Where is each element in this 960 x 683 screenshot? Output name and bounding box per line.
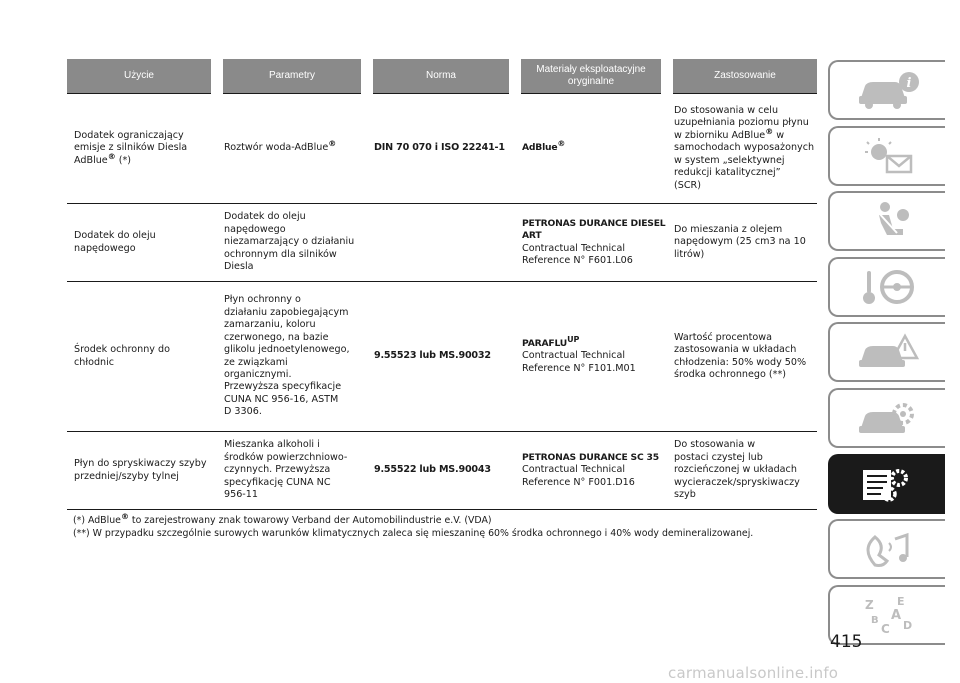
svg-text:E: E xyxy=(896,594,905,608)
footnote-climate: (**) W przypadku szczególnie surowych warunków klimatycznych zaleca się mieszaninę 60% środka ochronnego i 40% wody demineralizowanej. xyxy=(73,527,754,539)
cell-material xyxy=(515,432,667,510)
column-header-application: Zastosowanie xyxy=(667,59,817,94)
tab-warning-lights[interactable] xyxy=(828,126,945,186)
warning-lights-icon xyxy=(853,134,923,178)
registered-mark: ® xyxy=(765,126,774,136)
multimedia-icon xyxy=(853,527,923,571)
usage-text: Dodatek ograniczający emisje z silników Diesla AdBlue xyxy=(74,129,188,166)
cell-application: Do stosowania w postaci czystej lub rozcieńczonej w układach wycieraczek/spryskiwaczy szyb xyxy=(667,432,817,510)
page-number: 415 xyxy=(830,632,863,652)
watermark: carmanualsonline.info xyxy=(668,664,839,682)
usage-suffix: (*) xyxy=(115,154,132,166)
table-row xyxy=(67,204,817,282)
cell-norm: DIN 70 070 i ISO 22241-1 xyxy=(367,94,515,204)
svg-text:D: D xyxy=(902,618,912,632)
cell-material xyxy=(515,282,667,432)
svg-text:i: i xyxy=(906,76,911,91)
tab-multimedia[interactable] xyxy=(828,519,945,579)
cell-usage xyxy=(67,94,217,204)
cell-norm: 9.55523 lub MS.90032 xyxy=(367,282,515,432)
tab-starting-driving[interactable] xyxy=(828,257,945,317)
application-text: Do stosowania w celu uzupełniania poziomu płynu w zbiorniku AdBlue xyxy=(674,105,809,141)
cell-usage: Dodatek do oleju napędowego xyxy=(67,204,217,282)
table-row xyxy=(67,432,817,510)
footnotes xyxy=(73,511,833,540)
seat-airbag-icon xyxy=(853,199,923,243)
material-name: PETRONAS DURANCE SC 35 xyxy=(522,451,659,463)
cell-usage: Płyn do spryskiwaczy szyby przedniej/szyby tylnej xyxy=(67,432,217,510)
column-header-original-materials: Materiały eksploatacyjne oryginalne xyxy=(515,59,667,94)
material-reference: Contractual Technical Reference N° F001.D16 xyxy=(522,464,635,488)
cell-usage: Środek ochronny do chłodnic xyxy=(67,282,217,432)
car-service-icon xyxy=(853,396,923,440)
material-name: PARAFLU xyxy=(522,337,568,349)
cell-application: Do mieszania z olejem napędowym (25 cm3 na 10 litrów) xyxy=(667,204,817,282)
column-header-usage: Użycie xyxy=(67,59,217,94)
technical-fluids-table xyxy=(67,59,817,510)
svg-text:B: B xyxy=(870,614,879,626)
material-name: AdBlue xyxy=(522,142,558,154)
cell-norm: 9.55522 lub MS.90043 xyxy=(367,432,515,510)
cell-parameters: Płyn ochronny o działaniu zapobiegającym zamarzaniu, koloru czerwonego, na bazie glikolu jednoetylenowego, ze związkami organicznymi. Przewyższa specyfikacje CUNA NC 956-16, ASTM D 3306. xyxy=(217,282,367,432)
svg-text:C: C xyxy=(880,621,890,636)
steering-wheel-key-icon xyxy=(853,265,923,309)
registered-mark: ® xyxy=(120,511,129,521)
tab-technical-data[interactable] xyxy=(828,454,945,514)
svg-text:Z: Z xyxy=(864,597,874,612)
cell-application xyxy=(667,94,817,204)
car-info-icon xyxy=(853,68,923,112)
tab-emergency[interactable] xyxy=(828,322,945,382)
footnote-text: to zarejestrowany znak towarowy Verband der Automobilindustrie e.V. (VDA) xyxy=(128,515,492,526)
cell-parameters: Mieszanka alkoholi i środków powierzchniowo- czynnych. Przewyższa specyfikację CUNA NC 956-11 xyxy=(217,432,367,510)
tab-car-info[interactable] xyxy=(828,60,945,120)
table-row xyxy=(67,282,817,432)
column-header-norm: Norma xyxy=(367,59,515,94)
tab-service[interactable] xyxy=(828,388,945,448)
tab-safety[interactable] xyxy=(828,191,945,251)
column-header-parameters: Parametry xyxy=(217,59,367,94)
registered-mark: ® xyxy=(328,139,337,149)
table-row xyxy=(67,94,817,204)
cell-application: Wartość procentowa zastosowania w układach chłodzenia: 50% wody 50% środka ochronnego (**) xyxy=(667,282,817,432)
chapter-tabs xyxy=(828,60,945,650)
cell-material xyxy=(515,94,667,204)
material-reference: Contractual Technical Reference N° F101.M01 xyxy=(522,350,636,374)
alphabetical-index-icon xyxy=(853,593,923,637)
material-reference: Contractual Technical Reference N° F601.L06 xyxy=(522,242,633,266)
technical-data-icon xyxy=(853,462,923,506)
cell-parameters xyxy=(217,94,367,204)
registered-mark: ® xyxy=(557,139,566,149)
cell-parameters: Dodatek do oleju napędowego niezamarzający o działaniu ochronnym dla silników Diesla xyxy=(217,204,367,282)
footnote-adblue xyxy=(73,511,833,528)
emergency-car-icon xyxy=(853,330,923,374)
material-name: PETRONAS DURANCE DIESEL ART xyxy=(522,217,666,242)
params-text: Roztwór woda-AdBlue xyxy=(224,142,329,154)
footnote-prefix: (*) AdBlue xyxy=(73,515,121,526)
registered-mark: ® xyxy=(107,151,116,161)
application-suffix: w samochodach wyposażonych w system „selektywnej redukcji katalitycznej” (SCR) xyxy=(674,129,815,191)
cell-norm xyxy=(367,204,515,282)
material-superscript: UP xyxy=(567,334,580,344)
cell-material xyxy=(515,204,667,282)
table-header-row xyxy=(67,59,817,94)
svg-text:A: A xyxy=(890,607,901,623)
